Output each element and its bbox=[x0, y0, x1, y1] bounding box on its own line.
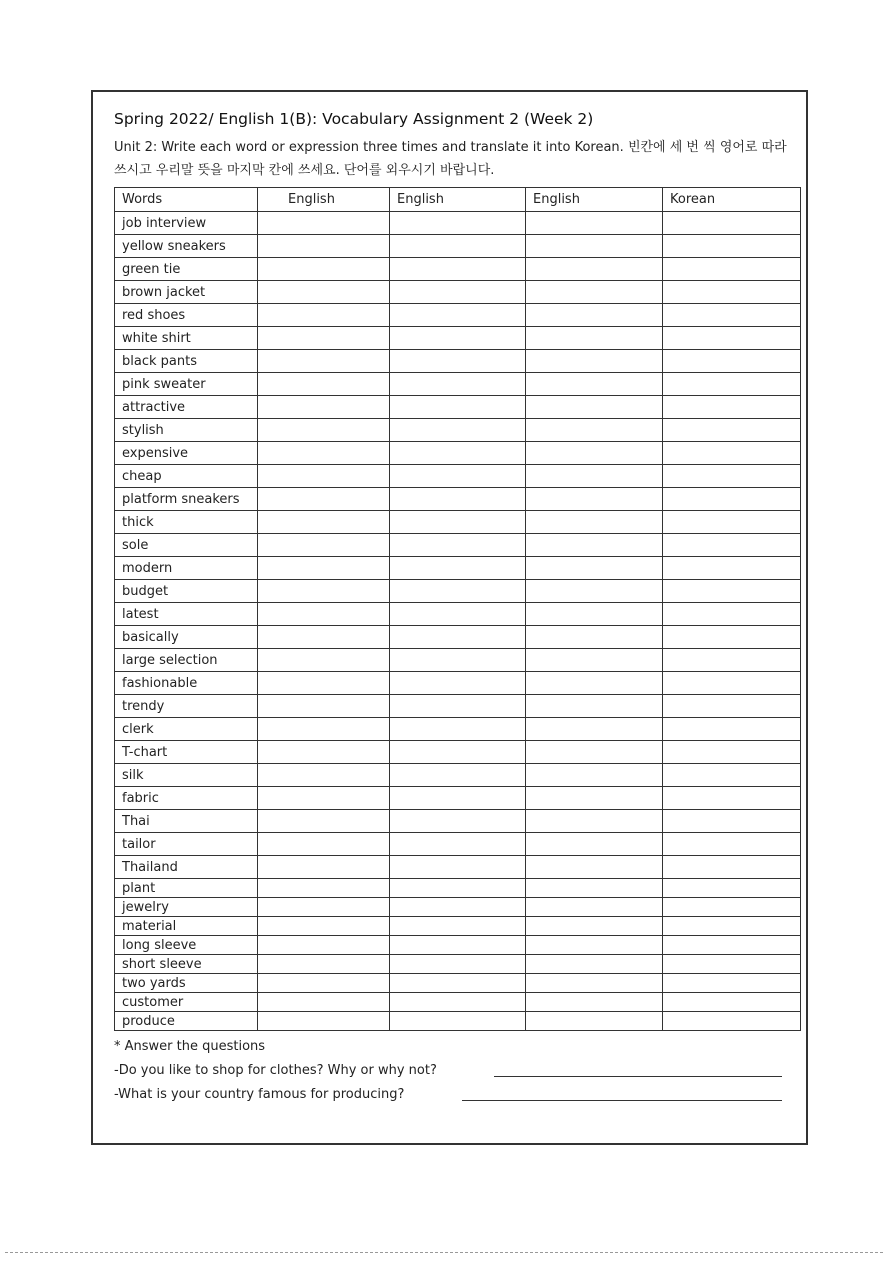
english-2-cell[interactable] bbox=[390, 649, 526, 672]
word-cell: clerk bbox=[115, 718, 258, 741]
english-2-cell[interactable] bbox=[390, 419, 526, 442]
table-row bbox=[115, 327, 801, 350]
word-cell: job interview bbox=[115, 212, 258, 235]
word-cell: pink sweater bbox=[115, 373, 258, 396]
english-2-cell[interactable] bbox=[390, 974, 526, 993]
english-1-cell[interactable] bbox=[258, 304, 390, 327]
english-1-cell[interactable] bbox=[258, 974, 390, 993]
korean-cell[interactable] bbox=[663, 511, 801, 534]
table-row bbox=[115, 442, 801, 465]
table-row bbox=[115, 917, 801, 936]
korean-cell[interactable] bbox=[663, 974, 801, 993]
word-cell: Thai bbox=[115, 810, 258, 833]
english-3-cell[interactable] bbox=[526, 626, 663, 649]
answer-line-1[interactable] bbox=[494, 1076, 782, 1077]
korean-cell[interactable] bbox=[663, 1012, 801, 1031]
english-3-cell[interactable] bbox=[526, 534, 663, 557]
korean-cell[interactable] bbox=[663, 649, 801, 672]
word-cell: Thailand bbox=[115, 856, 258, 879]
table-row bbox=[115, 465, 801, 488]
english-1-cell[interactable] bbox=[258, 327, 390, 350]
korean-cell[interactable] bbox=[663, 955, 801, 974]
table-row bbox=[115, 212, 801, 235]
english-2-cell[interactable] bbox=[390, 787, 526, 810]
word-cell: budget bbox=[115, 580, 258, 603]
english-3-cell[interactable] bbox=[526, 741, 663, 764]
english-1-cell[interactable] bbox=[258, 917, 390, 936]
word-cell: stylish bbox=[115, 419, 258, 442]
word-cell: expensive bbox=[115, 442, 258, 465]
word-cell: silk bbox=[115, 764, 258, 787]
table-row bbox=[115, 258, 801, 281]
korean-cell[interactable] bbox=[663, 917, 801, 936]
word-cell: platform sneakers bbox=[115, 488, 258, 511]
korean-cell[interactable] bbox=[663, 557, 801, 580]
english-1-cell[interactable] bbox=[258, 258, 390, 281]
english-3-cell[interactable] bbox=[526, 672, 663, 695]
korean-cell[interactable] bbox=[663, 833, 801, 856]
english-2-cell[interactable] bbox=[390, 626, 526, 649]
table-row bbox=[115, 649, 801, 672]
korean-cell[interactable] bbox=[663, 718, 801, 741]
table-header-row bbox=[115, 188, 801, 212]
table-row bbox=[115, 787, 801, 810]
english-2-cell[interactable] bbox=[390, 810, 526, 833]
word-cell: black pants bbox=[115, 350, 258, 373]
word-cell: T-chart bbox=[115, 741, 258, 764]
word-cell: white shirt bbox=[115, 327, 258, 350]
word-cell: jewelry bbox=[115, 898, 258, 917]
korean-cell[interactable] bbox=[663, 327, 801, 350]
question-2: -What is your country famous for producing? bbox=[114, 1087, 405, 1102]
word-cell: large selection bbox=[115, 649, 258, 672]
table-row bbox=[115, 974, 801, 993]
korean-cell[interactable] bbox=[663, 787, 801, 810]
korean-cell[interactable] bbox=[663, 741, 801, 764]
english-2-cell[interactable] bbox=[390, 442, 526, 465]
korean-cell[interactable] bbox=[663, 235, 801, 258]
word-cell: fabric bbox=[115, 787, 258, 810]
table-row bbox=[115, 1012, 801, 1031]
table-row bbox=[115, 764, 801, 787]
english-3-cell[interactable] bbox=[526, 787, 663, 810]
korean-cell[interactable] bbox=[663, 442, 801, 465]
column-header-english-2: English bbox=[390, 188, 526, 212]
table-row bbox=[115, 993, 801, 1012]
english-2-cell[interactable] bbox=[390, 350, 526, 373]
word-cell: modern bbox=[115, 557, 258, 580]
korean-cell[interactable] bbox=[663, 396, 801, 419]
answer-note: * Answer the questions bbox=[114, 1039, 266, 1054]
table-row bbox=[115, 936, 801, 955]
english-3-cell[interactable] bbox=[526, 695, 663, 718]
korean-cell[interactable] bbox=[663, 258, 801, 281]
english-2-cell[interactable] bbox=[390, 235, 526, 258]
column-header-english-3: English bbox=[526, 188, 663, 212]
table-row bbox=[115, 955, 801, 974]
english-2-cell[interactable] bbox=[390, 955, 526, 974]
korean-cell[interactable] bbox=[663, 936, 801, 955]
word-cell: produce bbox=[115, 1012, 258, 1031]
word-cell: sole bbox=[115, 534, 258, 557]
english-2-cell[interactable] bbox=[390, 396, 526, 419]
word-cell: material bbox=[115, 917, 258, 936]
table-row bbox=[115, 580, 801, 603]
english-1-cell[interactable] bbox=[258, 787, 390, 810]
korean-cell[interactable] bbox=[663, 465, 801, 488]
table-row bbox=[115, 810, 801, 833]
word-cell: plant bbox=[115, 879, 258, 898]
english-1-cell[interactable] bbox=[258, 741, 390, 764]
question-1: -Do you like to shop for clothes? Why or why not? bbox=[114, 1063, 437, 1078]
english-2-cell[interactable] bbox=[390, 580, 526, 603]
english-1-cell[interactable] bbox=[258, 955, 390, 974]
english-3-cell[interactable] bbox=[526, 917, 663, 936]
english-3-cell[interactable] bbox=[526, 442, 663, 465]
table-row bbox=[115, 898, 801, 917]
english-3-cell[interactable] bbox=[526, 974, 663, 993]
english-3-cell[interactable] bbox=[526, 281, 663, 304]
korean-cell[interactable] bbox=[663, 419, 801, 442]
word-cell: basically bbox=[115, 626, 258, 649]
english-1-cell[interactable] bbox=[258, 764, 390, 787]
english-1-cell[interactable] bbox=[258, 580, 390, 603]
english-2-cell[interactable] bbox=[390, 898, 526, 917]
table-row bbox=[115, 603, 801, 626]
table-row bbox=[115, 304, 801, 327]
english-3-cell[interactable] bbox=[526, 955, 663, 974]
column-header-korean: Korean bbox=[663, 188, 801, 212]
table-row bbox=[115, 833, 801, 856]
table-row bbox=[115, 534, 801, 557]
table-row bbox=[115, 235, 801, 258]
word-cell: yellow sneakers bbox=[115, 235, 258, 258]
word-cell: long sleeve bbox=[115, 936, 258, 955]
korean-cell[interactable] bbox=[663, 695, 801, 718]
korean-cell[interactable] bbox=[663, 373, 801, 396]
english-1-cell[interactable] bbox=[258, 1012, 390, 1031]
table-row bbox=[115, 626, 801, 649]
english-3-cell[interactable] bbox=[526, 856, 663, 879]
english-1-cell[interactable] bbox=[258, 350, 390, 373]
english-3-cell[interactable] bbox=[526, 212, 663, 235]
english-2-cell[interactable] bbox=[390, 281, 526, 304]
word-cell: customer bbox=[115, 993, 258, 1012]
column-header-english-1: English bbox=[258, 188, 390, 212]
english-2-cell[interactable] bbox=[390, 672, 526, 695]
english-3-cell[interactable] bbox=[526, 419, 663, 442]
english-3-cell[interactable] bbox=[526, 327, 663, 350]
english-1-cell[interactable] bbox=[258, 936, 390, 955]
english-2-cell[interactable] bbox=[390, 879, 526, 898]
korean-cell[interactable] bbox=[663, 603, 801, 626]
english-3-cell[interactable] bbox=[526, 373, 663, 396]
english-2-cell[interactable] bbox=[390, 557, 526, 580]
english-3-cell[interactable] bbox=[526, 833, 663, 856]
english-2-cell[interactable] bbox=[390, 917, 526, 936]
word-cell: tailor bbox=[115, 833, 258, 856]
english-3-cell[interactable] bbox=[526, 488, 663, 511]
table-row bbox=[115, 373, 801, 396]
english-3-cell[interactable] bbox=[526, 993, 663, 1012]
english-1-cell[interactable] bbox=[258, 419, 390, 442]
english-1-cell[interactable] bbox=[258, 235, 390, 258]
english-2-cell[interactable] bbox=[390, 718, 526, 741]
english-3-cell[interactable] bbox=[526, 879, 663, 898]
english-1-cell[interactable] bbox=[258, 465, 390, 488]
english-2-cell[interactable] bbox=[390, 993, 526, 1012]
english-2-cell[interactable] bbox=[390, 534, 526, 557]
english-2-cell[interactable] bbox=[390, 511, 526, 534]
english-2-cell[interactable] bbox=[390, 856, 526, 879]
table-row bbox=[115, 879, 801, 898]
korean-cell[interactable] bbox=[663, 212, 801, 235]
english-1-cell[interactable] bbox=[258, 993, 390, 1012]
korean-cell[interactable] bbox=[663, 488, 801, 511]
table-row bbox=[115, 672, 801, 695]
english-3-cell[interactable] bbox=[526, 603, 663, 626]
korean-cell[interactable] bbox=[663, 534, 801, 557]
english-1-cell[interactable] bbox=[258, 672, 390, 695]
english-3-cell[interactable] bbox=[526, 718, 663, 741]
worksheet-title: Spring 2022/ English 1(B): Vocabulary Assignment 2 (Week 2) bbox=[114, 110, 594, 128]
english-1-cell[interactable] bbox=[258, 534, 390, 557]
english-3-cell[interactable] bbox=[526, 557, 663, 580]
english-1-cell[interactable] bbox=[258, 281, 390, 304]
korean-cell[interactable] bbox=[663, 810, 801, 833]
word-cell: short sleeve bbox=[115, 955, 258, 974]
english-3-cell[interactable] bbox=[526, 1012, 663, 1031]
korean-cell[interactable] bbox=[663, 898, 801, 917]
english-3-cell[interactable] bbox=[526, 810, 663, 833]
word-cell: brown jacket bbox=[115, 281, 258, 304]
english-1-cell[interactable] bbox=[258, 898, 390, 917]
english-2-cell[interactable] bbox=[390, 936, 526, 955]
instructions: Unit 2: Write each word or expression three times and translate it into Korean. 빈칸에 세 번 씩 영어로 따라 쓰시고 우리말 뜻을 마지막 칸에 쓰세요. 단어를 외우시기 바랍니다. bbox=[114, 140, 787, 178]
word-cell: thick bbox=[115, 511, 258, 534]
korean-cell[interactable] bbox=[663, 626, 801, 649]
english-2-cell[interactable] bbox=[390, 327, 526, 350]
english-1-cell[interactable] bbox=[258, 212, 390, 235]
english-1-cell[interactable] bbox=[258, 373, 390, 396]
korean-cell[interactable] bbox=[663, 580, 801, 603]
english-2-cell[interactable] bbox=[390, 373, 526, 396]
english-1-cell[interactable] bbox=[258, 856, 390, 879]
word-cell: green tie bbox=[115, 258, 258, 281]
answer-line-2[interactable] bbox=[462, 1100, 782, 1101]
table-row bbox=[115, 511, 801, 534]
page-bottom-rule bbox=[5, 1252, 883, 1253]
english-3-cell[interactable] bbox=[526, 764, 663, 787]
korean-cell[interactable] bbox=[663, 993, 801, 1012]
english-2-cell[interactable] bbox=[390, 695, 526, 718]
table-row bbox=[115, 718, 801, 741]
table-row bbox=[115, 350, 801, 373]
word-cell: fashionable bbox=[115, 672, 258, 695]
english-3-cell[interactable] bbox=[526, 258, 663, 281]
english-2-cell[interactable] bbox=[390, 488, 526, 511]
english-2-cell[interactable] bbox=[390, 258, 526, 281]
english-3-cell[interactable] bbox=[526, 235, 663, 258]
english-1-cell[interactable] bbox=[258, 833, 390, 856]
korean-cell[interactable] bbox=[663, 672, 801, 695]
vocabulary-table bbox=[114, 187, 801, 1031]
english-3-cell[interactable] bbox=[526, 580, 663, 603]
word-cell: trendy bbox=[115, 695, 258, 718]
english-1-cell[interactable] bbox=[258, 396, 390, 419]
table-row bbox=[115, 419, 801, 442]
table-row bbox=[115, 856, 801, 879]
english-1-cell[interactable] bbox=[258, 511, 390, 534]
english-2-cell[interactable] bbox=[390, 764, 526, 787]
english-1-cell[interactable] bbox=[258, 879, 390, 898]
word-cell: cheap bbox=[115, 465, 258, 488]
english-2-cell[interactable] bbox=[390, 741, 526, 764]
korean-cell[interactable] bbox=[663, 350, 801, 373]
korean-cell[interactable] bbox=[663, 764, 801, 787]
english-3-cell[interactable] bbox=[526, 898, 663, 917]
english-3-cell[interactable] bbox=[526, 350, 663, 373]
english-2-cell[interactable] bbox=[390, 304, 526, 327]
english-1-cell[interactable] bbox=[258, 557, 390, 580]
korean-cell[interactable] bbox=[663, 281, 801, 304]
english-1-cell[interactable] bbox=[258, 603, 390, 626]
english-1-cell[interactable] bbox=[258, 695, 390, 718]
korean-cell[interactable] bbox=[663, 856, 801, 879]
word-cell: red shoes bbox=[115, 304, 258, 327]
table-row bbox=[115, 695, 801, 718]
english-2-cell[interactable] bbox=[390, 603, 526, 626]
english-3-cell[interactable] bbox=[526, 936, 663, 955]
english-2-cell[interactable] bbox=[390, 212, 526, 235]
english-1-cell[interactable] bbox=[258, 442, 390, 465]
table-row bbox=[115, 741, 801, 764]
table-row bbox=[115, 281, 801, 304]
table-row bbox=[115, 557, 801, 580]
english-1-cell[interactable] bbox=[258, 626, 390, 649]
korean-cell[interactable] bbox=[663, 879, 801, 898]
english-1-cell[interactable] bbox=[258, 488, 390, 511]
table-row bbox=[115, 396, 801, 419]
english-1-cell[interactable] bbox=[258, 718, 390, 741]
korean-cell[interactable] bbox=[663, 304, 801, 327]
english-1-cell[interactable] bbox=[258, 649, 390, 672]
word-cell: attractive bbox=[115, 396, 258, 419]
english-3-cell[interactable] bbox=[526, 511, 663, 534]
english-2-cell[interactable] bbox=[390, 465, 526, 488]
english-3-cell[interactable] bbox=[526, 465, 663, 488]
english-2-cell[interactable] bbox=[390, 833, 526, 856]
column-header-words: Words bbox=[115, 188, 258, 212]
english-2-cell[interactable] bbox=[390, 1012, 526, 1031]
english-3-cell[interactable] bbox=[526, 649, 663, 672]
word-cell: latest bbox=[115, 603, 258, 626]
english-3-cell[interactable] bbox=[526, 304, 663, 327]
english-1-cell[interactable] bbox=[258, 810, 390, 833]
word-cell: two yards bbox=[115, 974, 258, 993]
table-row bbox=[115, 488, 801, 511]
english-3-cell[interactable] bbox=[526, 396, 663, 419]
